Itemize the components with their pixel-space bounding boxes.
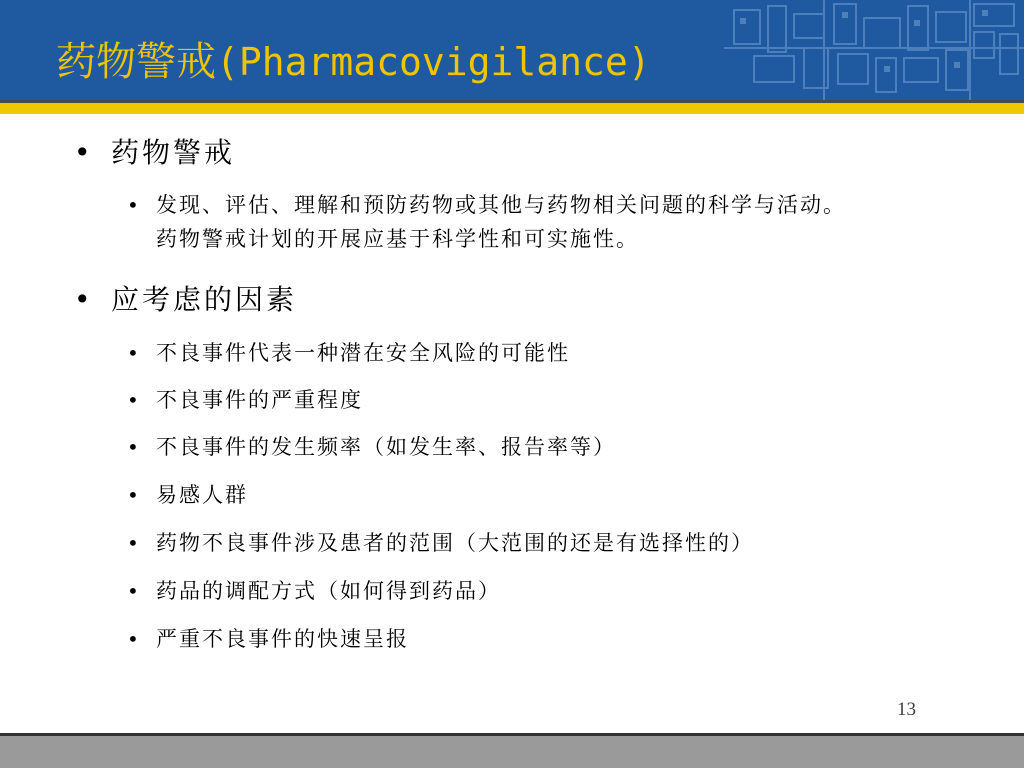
bullet-heading-text: 药物警戒 [111, 136, 236, 169]
sub-bullet-text: 严重不良事件的快速呈报 [156, 627, 409, 651]
sub-bullet-text: 易感人群 [156, 483, 248, 507]
sub-bullet-text: 药品的调配方式（如何得到药品） [156, 579, 501, 603]
sub-bullet-text [156, 188, 1016, 256]
bullet-dot-icon: • [127, 579, 139, 603]
bullet-dot-icon: • [127, 193, 139, 217]
header-divider-gold [0, 103, 1024, 114]
bullet-dot-icon: • [127, 483, 139, 507]
bullet-dot-icon: • [127, 341, 139, 365]
slide-title-cjk: 药物警戒 [56, 39, 216, 85]
bullet-dot-icon: • [74, 136, 91, 169]
slide-title [56, 34, 651, 90]
bullet-dot-icon: • [74, 283, 91, 316]
bullet-dot-icon: • [127, 531, 139, 555]
sub-bullet-line-2: 药物警戒计划的开展应基于科学性和可实施性。 [156, 227, 639, 251]
bullet-dot-icon: • [127, 627, 139, 651]
sub-bullet-text: 药物不良事件涉及患者的范围（大范围的还是有选择性的） [156, 531, 754, 555]
bullet-dot-icon: • [127, 435, 139, 459]
sub-bullet-text: 不良事件的发生频率（如发生率、报告率等） [156, 435, 616, 459]
page-number: 13 [897, 699, 916, 720]
slide-title-latin: (Pharmacovigilance) [216, 40, 651, 84]
bullet-heading-text: 应考虑的因素 [111, 283, 298, 316]
footer-band [0, 733, 1024, 768]
sub-bullet-line-1: 发现、评估、理解和预防药物或其他与药物相关问题的科学与活动。 [156, 193, 846, 217]
bullet-dot-icon: • [127, 388, 139, 412]
header-band [0, 0, 1024, 100]
circuit-pattern-decoration [724, 0, 1024, 100]
sub-bullet-text: 不良事件的严重程度 [156, 388, 363, 412]
sub-bullet-text: 不良事件代表一种潜在安全风险的可能性 [156, 341, 570, 365]
